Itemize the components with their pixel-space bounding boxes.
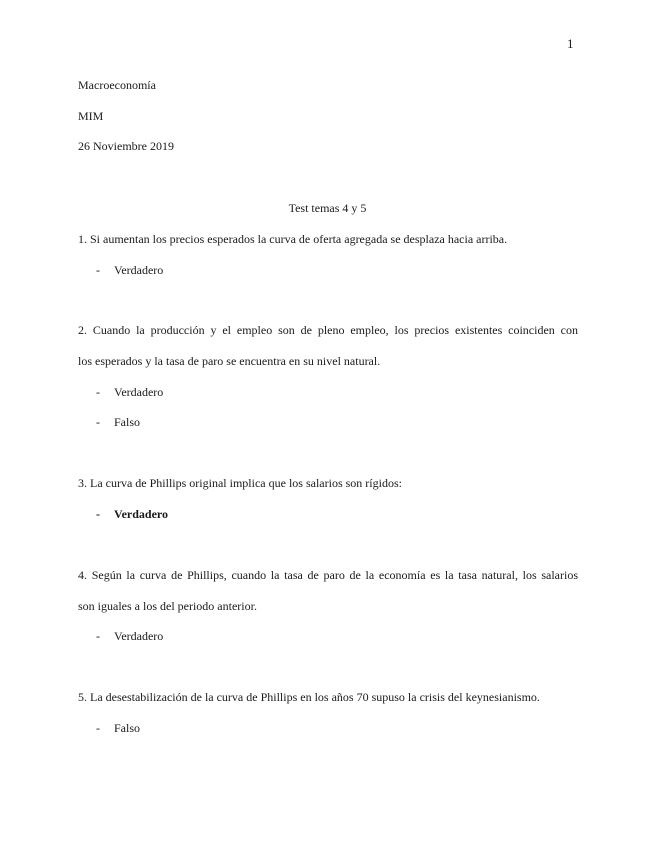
question-1-line-1: 1. Si aumentan los precios esperados la curva de oferta agregada se desplaza hacia arriba. <box>78 232 508 246</box>
question-5-line-1: 5. La desestabilización de la curva de Phillips en los años 70 supuso la crisis del keynesianismo. <box>78 690 540 704</box>
question-2-answer-1 <box>96 384 163 400</box>
document-title: Test temas 4 y 5 <box>288 201 367 215</box>
question-5-answer-1 <box>96 720 140 736</box>
answer-text: Falso <box>114 721 141 735</box>
answer-text: Verdadero <box>114 263 164 277</box>
bullet-dash: - <box>96 721 100 735</box>
answer-text: Verdadero <box>114 629 164 643</box>
bullet-dash: - <box>96 415 100 429</box>
document-date: 26 Noviembre 2019 <box>78 139 174 153</box>
bullet-dash: - <box>96 507 100 521</box>
answer-text: Verdadero <box>114 507 168 521</box>
program-name: MIM <box>78 109 104 123</box>
page-number: 1 <box>567 36 574 51</box>
question-2-line-1: 2. Cuando la producción y el empleo son de pleno empleo, los precios existentes coinciden con <box>78 323 578 337</box>
question-3-line-1: 3. La curva de Phillips original implica que los salarios son rígidos: <box>78 476 402 490</box>
bullet-dash: - <box>96 385 100 399</box>
question-4-line-1: 4. Según la curva de Phillips, cuando la tasa de paro de la economía es la tasa natural, los salarios <box>78 568 578 582</box>
question-3-answer-1 <box>96 506 168 522</box>
question-4-line-2: son iguales a los del periodo anterior. <box>78 599 257 613</box>
bullet-dash: - <box>96 263 100 277</box>
answer-text: Falso <box>114 415 141 429</box>
bullet-dash: - <box>96 629 100 643</box>
course-name: Macroeconomía <box>78 78 156 92</box>
question-4-answer-1 <box>96 628 163 644</box>
question-1-answer-1 <box>96 262 163 278</box>
question-2-answer-2 <box>96 414 140 430</box>
question-2-line-2: los esperados y la tasa de paro se encuentra en su nivel natural. <box>78 354 381 368</box>
answer-text: Verdadero <box>114 385 164 399</box>
